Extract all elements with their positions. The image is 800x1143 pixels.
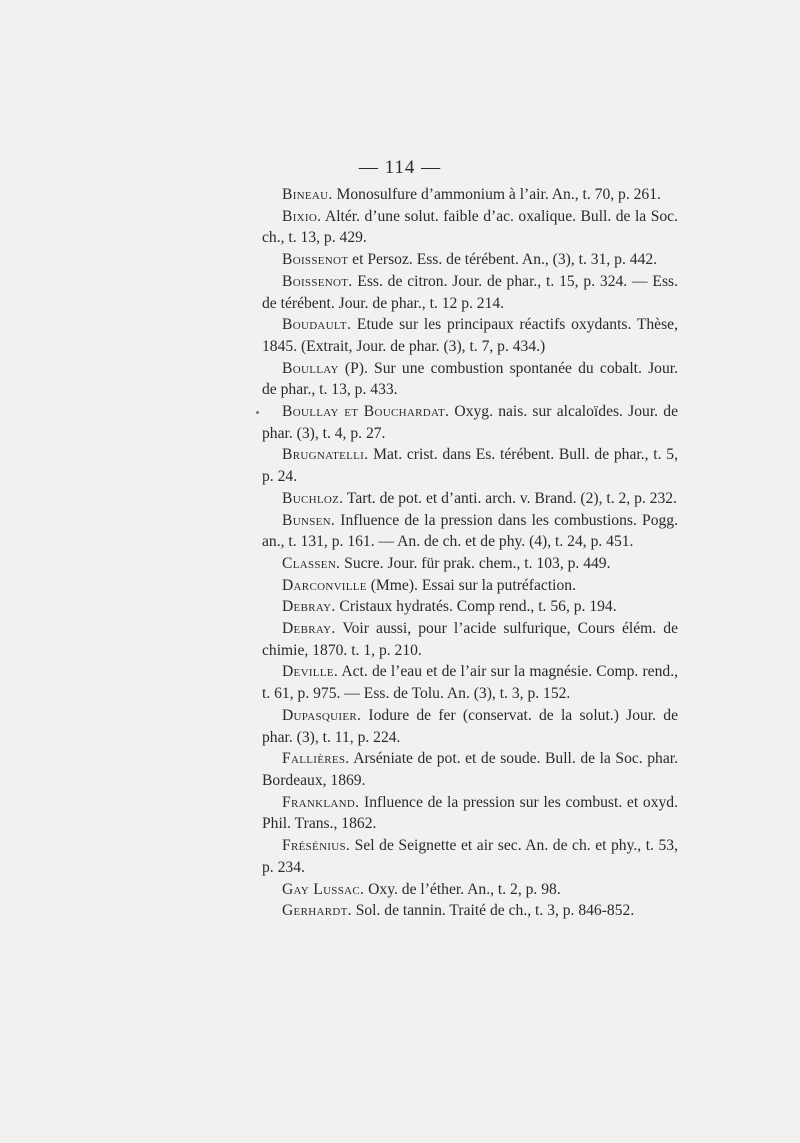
bibliography-entry xyxy=(262,748,678,791)
entry-text: Sol. de tannin. Traité de ch., t. 3, p. 846-852. xyxy=(351,902,635,920)
entry-text: Voir aussi, pour l’acide sulfurique, Cours élém. de chimie, 1870. t. 1, p. 210. xyxy=(262,620,678,659)
entry-author: Buchloz. xyxy=(282,489,344,507)
entry-text: Act. de l’eau et de l’air sur la magnésie. Comp. rend., t. 61, p. 975. — Ess. de Tolu. An. (3), t. 3, p. 152. xyxy=(262,663,678,703)
entry-text: Altér. d’une solut. faible d’ac. oxalique. Bull. de la Soc. ch., t. 13, p. 429. xyxy=(262,207,678,247)
bibliography-entry xyxy=(262,618,678,661)
entry-author: Debray. xyxy=(282,620,336,638)
entry-text: Monosulfure d’ammonium à l’air. An., t. 70, p. 261. xyxy=(332,186,661,203)
bibliography-entry xyxy=(262,792,678,835)
entry-author: Boissenot xyxy=(282,251,349,269)
entry-author: Gerhardt. xyxy=(282,902,352,920)
entry-author: Debray. xyxy=(282,598,336,616)
entry-author: Fallières. xyxy=(282,750,350,768)
bibliography-entry xyxy=(262,444,678,487)
entry-text: Sucre. Jour. für prak. chem., t. 103, p. 449. xyxy=(340,554,611,572)
entry-author: Bineau. xyxy=(282,186,333,203)
bibliography-entry xyxy=(262,314,678,357)
entry-text: Oxy. de l’éther. An., t. 2, p. 98. xyxy=(364,880,561,898)
entry-author: Classen. xyxy=(282,554,341,572)
entry-text: Cristaux hydratés. Comp rend., t. 56, p. 194. xyxy=(335,598,617,616)
bibliography-entry xyxy=(262,553,678,575)
entry-author: Boullay et Bouchardat. xyxy=(282,403,450,421)
entry-text: Ess. de citron. Jour. de phar., t. 15, p. 324. — Ess. de térébent. Jour. de phar., t. 12 p. 214. xyxy=(262,272,678,312)
bibliography-entry xyxy=(262,184,678,206)
bibliography-entry xyxy=(262,596,678,618)
bibliography-entry xyxy=(262,900,678,922)
bibliography-entry xyxy=(262,401,678,444)
entry-author: Bunsen. xyxy=(282,511,336,529)
entry-author: Frankland. xyxy=(282,793,360,811)
entry-text: Iodure de fer (conservat. de la solut.) Jour. de phar. (3), t. 11, p. 224. xyxy=(262,706,678,746)
entry-text: Oxyg. nais. sur alcaloïdes. Jour. de phar. (3), t. 4, p. 27. xyxy=(262,403,678,442)
entry-author: Deville. xyxy=(282,663,339,681)
entry-author: Boissenot. xyxy=(282,272,353,290)
entry-text: Influence de la pression dans les combustions. Pogg. an., t. 131, p. 161. — An. de ch. et de phy. (4), t. 24, p. 451. xyxy=(262,511,678,551)
page-number: — 114 — xyxy=(358,157,442,178)
entry-author: Bixio. xyxy=(282,207,322,225)
entry-text: et Persoz. Ess. de térébent. An., (3), t. 31, p. 442. xyxy=(348,251,658,269)
bibliography-entry xyxy=(262,358,678,401)
bibliography-entry xyxy=(262,488,678,510)
bibliography-list xyxy=(262,184,682,922)
entry-text: Influence de la pression sur les combust. et oxyd. Phil. Trans., 1862. xyxy=(262,793,678,833)
entry-author: Brugnatelli. xyxy=(282,446,369,464)
bibliography-entry xyxy=(262,206,678,249)
entry-author: Dupasquier. xyxy=(282,706,362,724)
entry-text: Tart. de pot. et d’anti. arch. v. Brand. (2), t. 2, p. 232. xyxy=(343,489,677,507)
entry-text: (Mme). Essai sur la putréfaction. xyxy=(366,576,576,594)
entry-text: Etude sur les principaux réactifs oxydants. Thèse, 1845. (Extrait, Jour. de phar. (3), t. 7, p. 434.) xyxy=(262,316,678,355)
entry-author: Boullay xyxy=(282,359,339,377)
bibliography-entry xyxy=(262,271,678,314)
entry-author: Gay Lussac. xyxy=(282,880,365,898)
entry-text: Sel de Seignette et air sec. An. de ch. et phy., t. 53, p. 234. xyxy=(262,837,678,876)
bibliography-entry xyxy=(262,835,678,878)
bibliography-entry xyxy=(262,879,678,901)
bibliography-entry xyxy=(262,705,678,748)
entry-author: Frésénius. xyxy=(282,837,351,855)
margin-dot xyxy=(256,411,259,414)
entry-author: Darconville xyxy=(282,576,367,594)
entry-author: Boudault. xyxy=(282,316,352,334)
entry-text: (P). Sur une combustion spontanée du cobalt. Jour. de phar., t. 13, p. 433. xyxy=(262,359,678,399)
entry-text: Arséniate de pot. et de soude. Bull. de la Soc. phar. Bordeaux, 1869. xyxy=(262,750,678,789)
bibliography-entry xyxy=(262,249,678,271)
bibliography-entry xyxy=(262,661,678,704)
bibliography-entry xyxy=(262,575,678,597)
bibliography-entry xyxy=(262,510,678,553)
entry-text: Mat. crist. dans Es. térébent. Bull. de phar., t. 5, p. 24. xyxy=(262,446,678,486)
